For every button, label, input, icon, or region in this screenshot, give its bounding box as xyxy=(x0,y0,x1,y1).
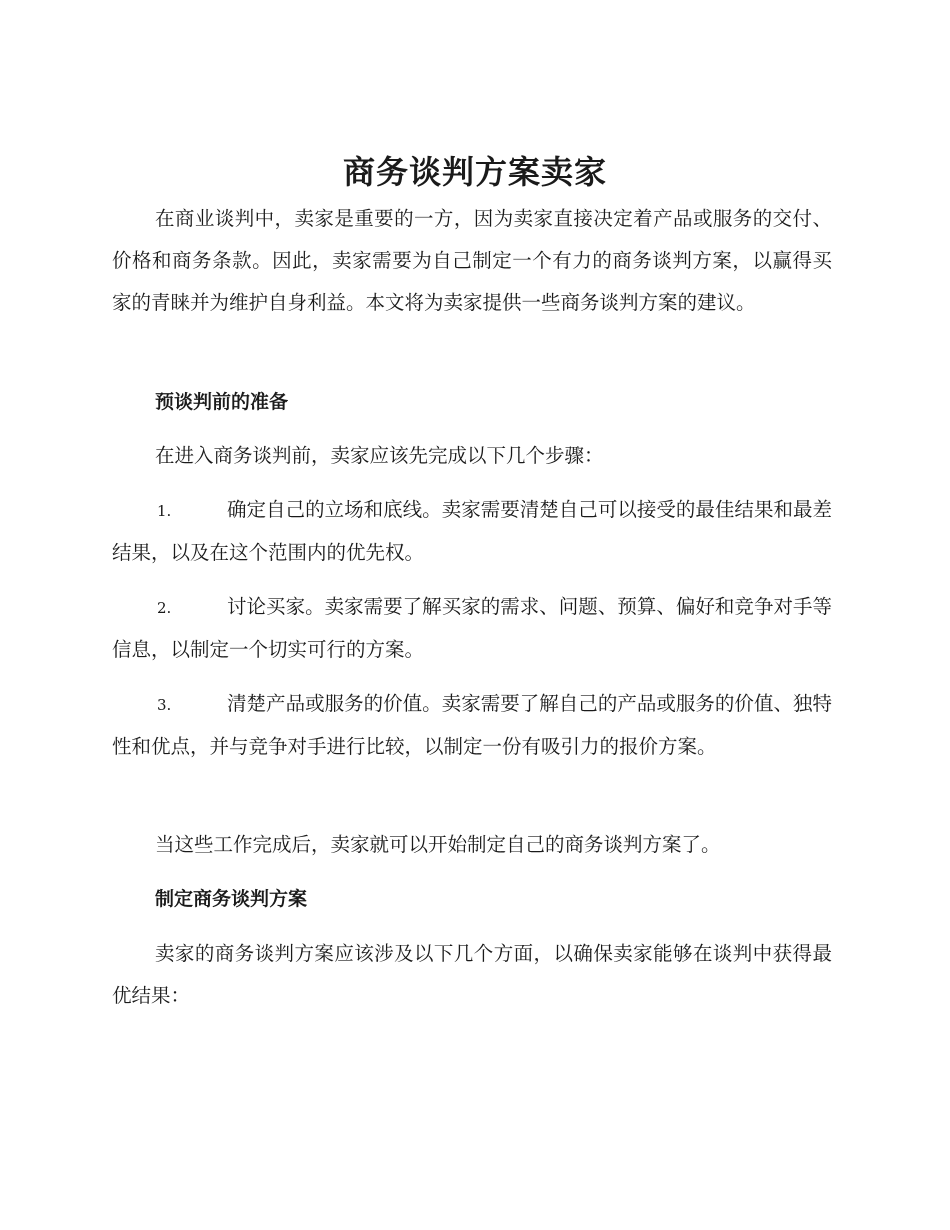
section-heading-plan: 制定商务谈判方案 xyxy=(155,888,308,910)
list-item-number: 3. xyxy=(157,696,172,714)
list-item-text: 确定自己的立场和底线。卖家需要清楚自己可以接受的最佳结果和最差结果，以及在这个范围内的优先权。 xyxy=(112,498,832,564)
list-item-text: 讨论买家。卖家需要了解买家的需求、问题、预算、偏好和竞争对手等信息，以制定一个切实可行的方案。 xyxy=(112,595,832,661)
intro-paragraph: 在商业谈判中，卖家是重要的一方，因为卖家直接决定着产品或服务的交付、价格和商务条款。因此，卖家需要为自己制定一个有力的商务谈判方案，以赢得买家的青睐并为维护自身利益。本文将为卖家提供一些商务谈判方案的建议。 xyxy=(112,207,832,314)
list-item xyxy=(112,489,832,574)
section-close-paragraph: 当这些工作完成后，卖家就可以开始制定自己的商务谈判方案了。 xyxy=(155,833,721,856)
list-item-number: 2. xyxy=(157,599,172,617)
document-title: 商务谈判方案卖家 xyxy=(342,153,607,191)
list-item-text: 清楚产品或服务的价值。卖家需要了解自己的产品或服务的价值、独特性和优点，并与竞争对手进行比较，以制定一份有吸引力的报价方案。 xyxy=(112,692,832,758)
section-heading-preparation: 预谈判前的准备 xyxy=(155,391,289,413)
list-item xyxy=(112,586,832,671)
list-item xyxy=(112,683,832,768)
section-lead-paragraph: 卖家的商务谈判方案应该涉及以下几个方面，以确保卖家能够在谈判中获得最优结果： xyxy=(112,942,832,1007)
list-item-number: 1. xyxy=(157,502,172,520)
section-lead-paragraph: 在进入商务谈判前，卖家应该先完成以下几个步骤： xyxy=(155,444,604,467)
